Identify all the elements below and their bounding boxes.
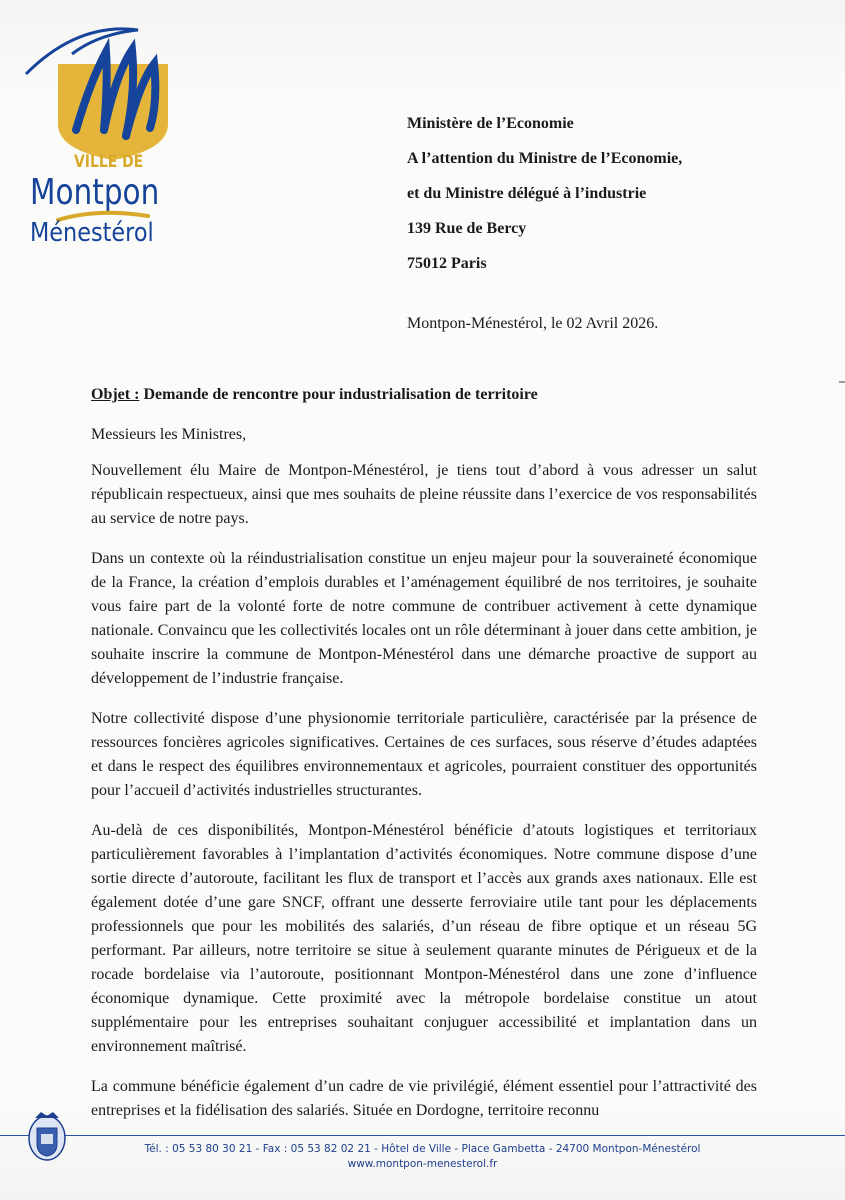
fold-mark bbox=[839, 381, 845, 383]
logo-text-montpon: Montpon bbox=[30, 172, 160, 213]
paragraph: La commune bénéficie également d’un cadre de vie privilégié, élément essentiel pour l’attractivité des entreprises et la fidélisation des salariés. Située en Dordogne, territoire reconnu bbox=[91, 1078, 757, 1119]
letter-subject bbox=[91, 384, 757, 406]
town-logo bbox=[18, 12, 188, 252]
subject-text: Demande de rencontre pour industrialisation de territoire bbox=[139, 386, 538, 403]
logo-text-menesterol: Ménestérol bbox=[30, 218, 154, 248]
paragraph: Au-delà de ces disponibilités, Montpon-Ménestérol bénéficie d’atouts logistiques et territoriaux particulièrement favorables à l’implantation d’activités économiques. Notre commune dispose d’une sortie directe d’autoroute, facilitant les flux de transport et l’accès aux grands axes nationaux. Elle est également dotée d’une gare SNCF, offrant une desserte ferroviaire utile tant pour les déplacements professionnels que pour les mobilités des salariés, d’un réseau de fibre optique et un réseau 5G performant. Par ailleurs, notre territoire se situe à seulement quarante minutes de Périgueux et de la rocade bordelaise via l’autoroute, positionnant Montpon-Ménestérol dans une zone d’influence économique dynamique. Cette proximité avec la métropole bordelaise constitue un atout supplémentaire pour les entreprises souhaitant conjuguer accessibilité et implantation dans un environnement maîtrisé. bbox=[91, 822, 757, 1055]
recipient-line: et du Ministre délégué à l’industrie bbox=[407, 185, 647, 202]
logo-text-ville-de: VILLE DE bbox=[74, 152, 144, 172]
paragraph: Dans un contexte où la réindustrialisation constitue un enjeu majeur pour la souveraineté économique de la France, la création d’emplois durables et l’aménagement équilibré de nos territoires, je souhaite vous faire part de la volonté forte de notre commune de contribuer activement à cette dynamique nationale. Convaincu que les collectivités locales ont un rôle déterminant à jouer dans cette ambition, je souhaite inscrire la commune de Montpon-Ménestérol dans une démarche proactive de support au développement de l’industrie française. bbox=[91, 550, 757, 687]
subject-label: Objet : bbox=[91, 386, 140, 403]
footer-contact: Tél. : 05 53 80 30 21 - Fax : 05 53 82 02 21 - Hôtel de Ville - Place Gambetta - 24700 Montpon-Ménestérol bbox=[144, 1143, 701, 1155]
footer-website-link[interactable]: www.montpon-menesterol.fr bbox=[347, 1158, 498, 1170]
paragraph: Notre collectivité dispose d’une physionomie territoriale particulière, caractérisée par la présence de ressources foncières agricoles significatives. Certaines de ces surfaces, sous réserve d’études adaptées et dans le respect des équilibres environnementaux et agricoles, pourraient constituer des opportunités pour l’accueil d’activités industrielles structurantes. bbox=[91, 710, 757, 799]
paragraph: Nouvellement élu Maire de Montpon-Ménestérol, je tiens tout d’abord à vous adresser un salut républicain respectueux, ainsi que mes souhaits de pleine réussite dans l’exercice de vos responsabilités au service de notre pays. bbox=[91, 462, 757, 527]
letter-body bbox=[91, 384, 757, 1139]
salutation: Messieurs les Ministres, bbox=[91, 426, 247, 443]
footer-divider bbox=[0, 1135, 845, 1136]
logo-emblem bbox=[18, 12, 188, 172]
recipient-line: A l’attention du Ministre de l’Economie, bbox=[407, 150, 683, 167]
recipient-line: 139 Rue de Bercy bbox=[407, 220, 527, 237]
recipient-address bbox=[407, 106, 827, 281]
recipient-line: 75012 Paris bbox=[407, 255, 487, 272]
letter-date: Montpon-Ménestérol, le 02 Avril 2026. bbox=[407, 315, 659, 332]
recipient-line: Ministère de l’Economie bbox=[407, 115, 574, 132]
